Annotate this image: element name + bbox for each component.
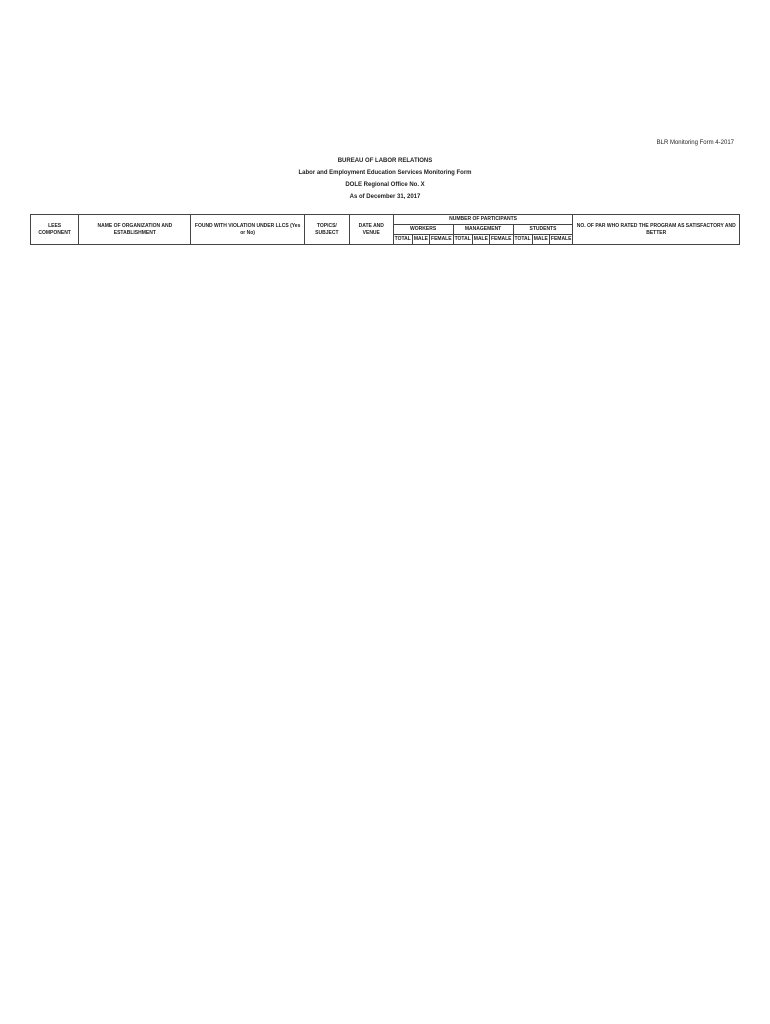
col-male: MALE: [412, 235, 429, 245]
col-female: FEMALE: [430, 235, 454, 245]
col-total: TOTAL: [453, 235, 472, 245]
col-workers: WORKERS: [393, 225, 453, 235]
col-topics: TOPICS/ SUBJECT: [304, 215, 349, 245]
title-line: DOLE Regional Office No. X: [345, 182, 425, 188]
col-date-venue: DATE AND VENUE: [349, 215, 393, 245]
col-total: TOTAL: [393, 235, 412, 245]
col-male: MALE: [532, 235, 549, 245]
title-line: Labor and Employment Education Services Monitoring Form: [298, 170, 472, 176]
col-female: FEMALE: [549, 235, 573, 245]
col-par: NO. OF PAR WHO RATED THE PROGRAM AS SATISFACTORY AND BETTER: [573, 215, 740, 245]
col-management: MANAGEMENT: [453, 225, 513, 235]
col-name: NAME OF ORGANIZATION AND ESTABLISHMENT: [79, 215, 191, 245]
col-component: LEES COMPONENT: [31, 215, 79, 245]
col-students: STUDENTS: [513, 225, 573, 235]
col-violation: FOUND WITH VIOLATION UNDER LLCS (Yes or No): [191, 215, 304, 245]
col-total: TOTAL: [513, 235, 532, 245]
col-participants: NUMBER OF PARTICIPANTS: [393, 215, 573, 225]
monitoring-table: [30, 214, 740, 245]
document-titles: [0, 155, 770, 203]
title-line: BUREAU OF LABOR RELATIONS: [337, 158, 433, 164]
title-line: As of December 31, 2017: [349, 194, 421, 200]
col-female: FEMALE: [489, 235, 513, 245]
col-male: MALE: [472, 235, 489, 245]
form-code: BLR Monitoring Form 4-2017: [656, 140, 734, 146]
